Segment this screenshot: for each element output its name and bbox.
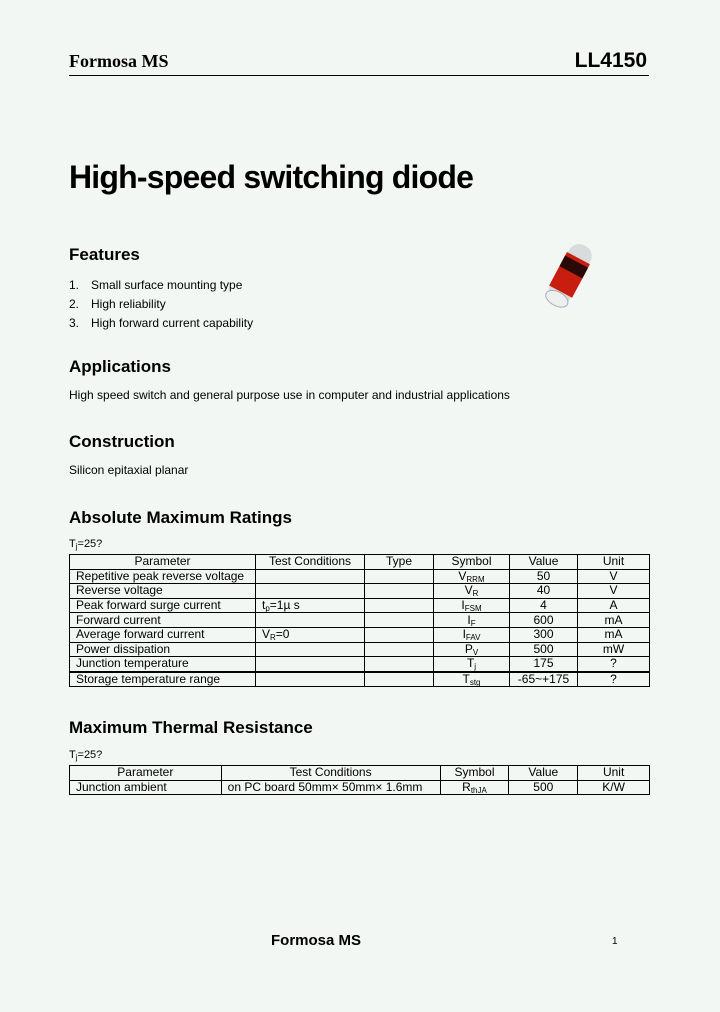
thermal-condition bbox=[69, 749, 102, 761]
symbol-cell bbox=[434, 584, 510, 599]
brand-header: Formosa MS bbox=[69, 51, 169, 71]
table-row bbox=[70, 627, 650, 642]
type-cell bbox=[365, 569, 434, 584]
cell-main: I bbox=[462, 627, 466, 642]
cell-sub: R bbox=[472, 589, 479, 599]
item-number: 3. bbox=[69, 316, 80, 330]
param-cell: Junction ambient bbox=[70, 780, 222, 795]
type-cell bbox=[365, 613, 434, 628]
unit-cell: mA bbox=[578, 613, 650, 628]
type-cell bbox=[365, 584, 434, 599]
unit-cell: ? bbox=[578, 672, 650, 687]
cell-main: t bbox=[262, 598, 266, 613]
cell-main: V bbox=[262, 627, 271, 642]
value-cell: 500 bbox=[509, 780, 578, 795]
cond-sub: j bbox=[75, 542, 78, 551]
table-row bbox=[70, 613, 650, 628]
column-header: Test Conditions bbox=[256, 555, 365, 570]
value-cell: 40 bbox=[510, 584, 578, 599]
value-cell: 600 bbox=[510, 613, 578, 628]
column-header: Value bbox=[510, 555, 578, 570]
type-cell bbox=[365, 627, 434, 642]
column-header: Symbol bbox=[434, 555, 510, 570]
type-cell bbox=[365, 672, 434, 687]
cell-main: V bbox=[464, 583, 473, 598]
symbol-cell bbox=[434, 598, 510, 613]
test-cell bbox=[256, 613, 365, 628]
diode-package-image bbox=[530, 236, 610, 312]
features-heading: Features bbox=[69, 245, 140, 264]
construction-heading: Construction bbox=[69, 432, 175, 451]
cell-sub: FSM bbox=[464, 604, 482, 614]
cond-sub: j bbox=[75, 753, 78, 762]
cell-sub: RRM bbox=[466, 574, 485, 584]
symbol-cell bbox=[434, 569, 510, 584]
list-item bbox=[69, 314, 253, 333]
page-number: 1 bbox=[612, 936, 618, 947]
type-cell bbox=[365, 598, 434, 613]
thermal-heading: Maximum Thermal Resistance bbox=[69, 718, 313, 737]
cell-sub: p bbox=[265, 604, 270, 614]
item-text: High reliability bbox=[91, 297, 166, 311]
item-text: Small surface mounting type bbox=[91, 278, 243, 292]
param-cell: Repetitive peak reverse voltage bbox=[70, 569, 256, 584]
thermal-table bbox=[69, 765, 650, 795]
item-number: 2. bbox=[69, 297, 80, 311]
symbol-cell bbox=[434, 657, 510, 672]
param-cell: Forward current bbox=[70, 613, 256, 628]
test-cell bbox=[256, 627, 365, 642]
cell-main: P bbox=[464, 641, 473, 656]
cell-sub: thJA bbox=[470, 785, 487, 795]
table-row bbox=[70, 657, 650, 672]
footer-brand: Formosa MS bbox=[271, 932, 362, 949]
param-cell: Reverse voltage bbox=[70, 584, 256, 599]
construction-text: Silicon epitaxial planar bbox=[69, 463, 189, 477]
header-row bbox=[70, 555, 650, 570]
unit-cell: mW bbox=[578, 642, 650, 657]
test-cell bbox=[256, 598, 365, 613]
header-row bbox=[70, 766, 650, 781]
abs-max-table bbox=[69, 554, 650, 687]
table-row bbox=[70, 569, 650, 584]
symbol-cell bbox=[434, 642, 510, 657]
param-cell: Average forward current bbox=[70, 627, 256, 642]
table-row bbox=[70, 780, 650, 795]
param-cell: Storage temperature range bbox=[70, 672, 256, 687]
value-cell: 500 bbox=[510, 642, 578, 657]
unit-cell: ? bbox=[578, 657, 650, 672]
type-cell bbox=[365, 642, 434, 657]
cell-main: V bbox=[458, 568, 467, 583]
param-cell: Power dissipation bbox=[70, 642, 256, 657]
symbol-cell bbox=[434, 613, 510, 628]
cond-value: =25? bbox=[77, 538, 103, 550]
abs-max-condition bbox=[69, 538, 102, 550]
param-cell: Junction temperature bbox=[70, 657, 256, 672]
cell-sub: F bbox=[470, 618, 476, 628]
cell-sub: stg bbox=[469, 678, 481, 688]
test-cell bbox=[256, 657, 365, 672]
symbol-cell bbox=[434, 627, 510, 642]
value-cell: 50 bbox=[510, 569, 578, 584]
cond-symbol: T bbox=[69, 538, 76, 550]
table-row bbox=[70, 642, 650, 657]
cell-rest: =1µ s bbox=[269, 598, 300, 613]
features-list bbox=[69, 276, 253, 333]
cell-sub: V bbox=[472, 647, 479, 657]
table-row bbox=[70, 598, 650, 613]
test-cell bbox=[256, 642, 365, 657]
item-text: High forward current capability bbox=[91, 316, 254, 330]
cell-sub: j bbox=[474, 662, 477, 672]
cell-main: R bbox=[462, 779, 471, 794]
unit-cell: A bbox=[578, 598, 650, 613]
type-cell bbox=[365, 657, 434, 672]
column-header: Parameter bbox=[70, 555, 256, 570]
list-item bbox=[69, 276, 253, 295]
table-row bbox=[70, 584, 650, 599]
cell-main: I bbox=[467, 612, 471, 627]
abs-max-heading: Absolute Maximum Ratings bbox=[69, 508, 292, 527]
page-title: High-speed switching diode bbox=[69, 159, 474, 195]
unit-cell: mA bbox=[578, 627, 650, 642]
unit-cell: V bbox=[578, 584, 650, 599]
column-header: Symbol bbox=[440, 766, 509, 781]
cell-sub: R bbox=[270, 633, 276, 643]
cell-main: I bbox=[461, 598, 465, 613]
cell-main: T bbox=[462, 672, 470, 687]
test-cell: on PC board 50mm× 50mm× 1.6mm bbox=[221, 780, 440, 795]
column-header: Type bbox=[365, 555, 434, 570]
test-cell bbox=[256, 569, 365, 584]
list-item bbox=[69, 295, 253, 314]
value-cell: 175 bbox=[510, 657, 578, 672]
cell-sub: FAV bbox=[465, 633, 481, 643]
symbol-cell bbox=[434, 672, 510, 687]
part-number: LL4150 bbox=[574, 49, 647, 72]
applications-text: High speed switch and general purpose use in computer and industrial applications bbox=[69, 388, 510, 402]
column-header: Unit bbox=[578, 555, 650, 570]
column-header: Unit bbox=[578, 766, 650, 781]
header-divider bbox=[69, 75, 649, 76]
column-header: Parameter bbox=[70, 766, 222, 781]
cond-symbol: T bbox=[69, 749, 76, 761]
cell-main: T bbox=[466, 656, 475, 671]
cell-rest: =0 bbox=[275, 627, 290, 642]
value-cell: 4 bbox=[510, 598, 578, 613]
cond-value: =25? bbox=[77, 749, 103, 761]
table-row bbox=[70, 672, 650, 687]
applications-heading: Applications bbox=[69, 357, 172, 376]
symbol-cell bbox=[440, 780, 509, 795]
param-cell: Peak forward surge current bbox=[70, 598, 256, 613]
column-header: Test Conditions bbox=[221, 766, 440, 781]
unit-cell: V bbox=[578, 569, 650, 584]
item-number: 1. bbox=[69, 278, 80, 292]
value-cell: 300 bbox=[510, 627, 578, 642]
test-cell bbox=[256, 672, 365, 687]
value-cell: -65~+175 bbox=[510, 672, 578, 687]
column-header: Value bbox=[509, 766, 578, 781]
unit-cell: K/W bbox=[578, 780, 650, 795]
test-cell bbox=[256, 584, 365, 599]
